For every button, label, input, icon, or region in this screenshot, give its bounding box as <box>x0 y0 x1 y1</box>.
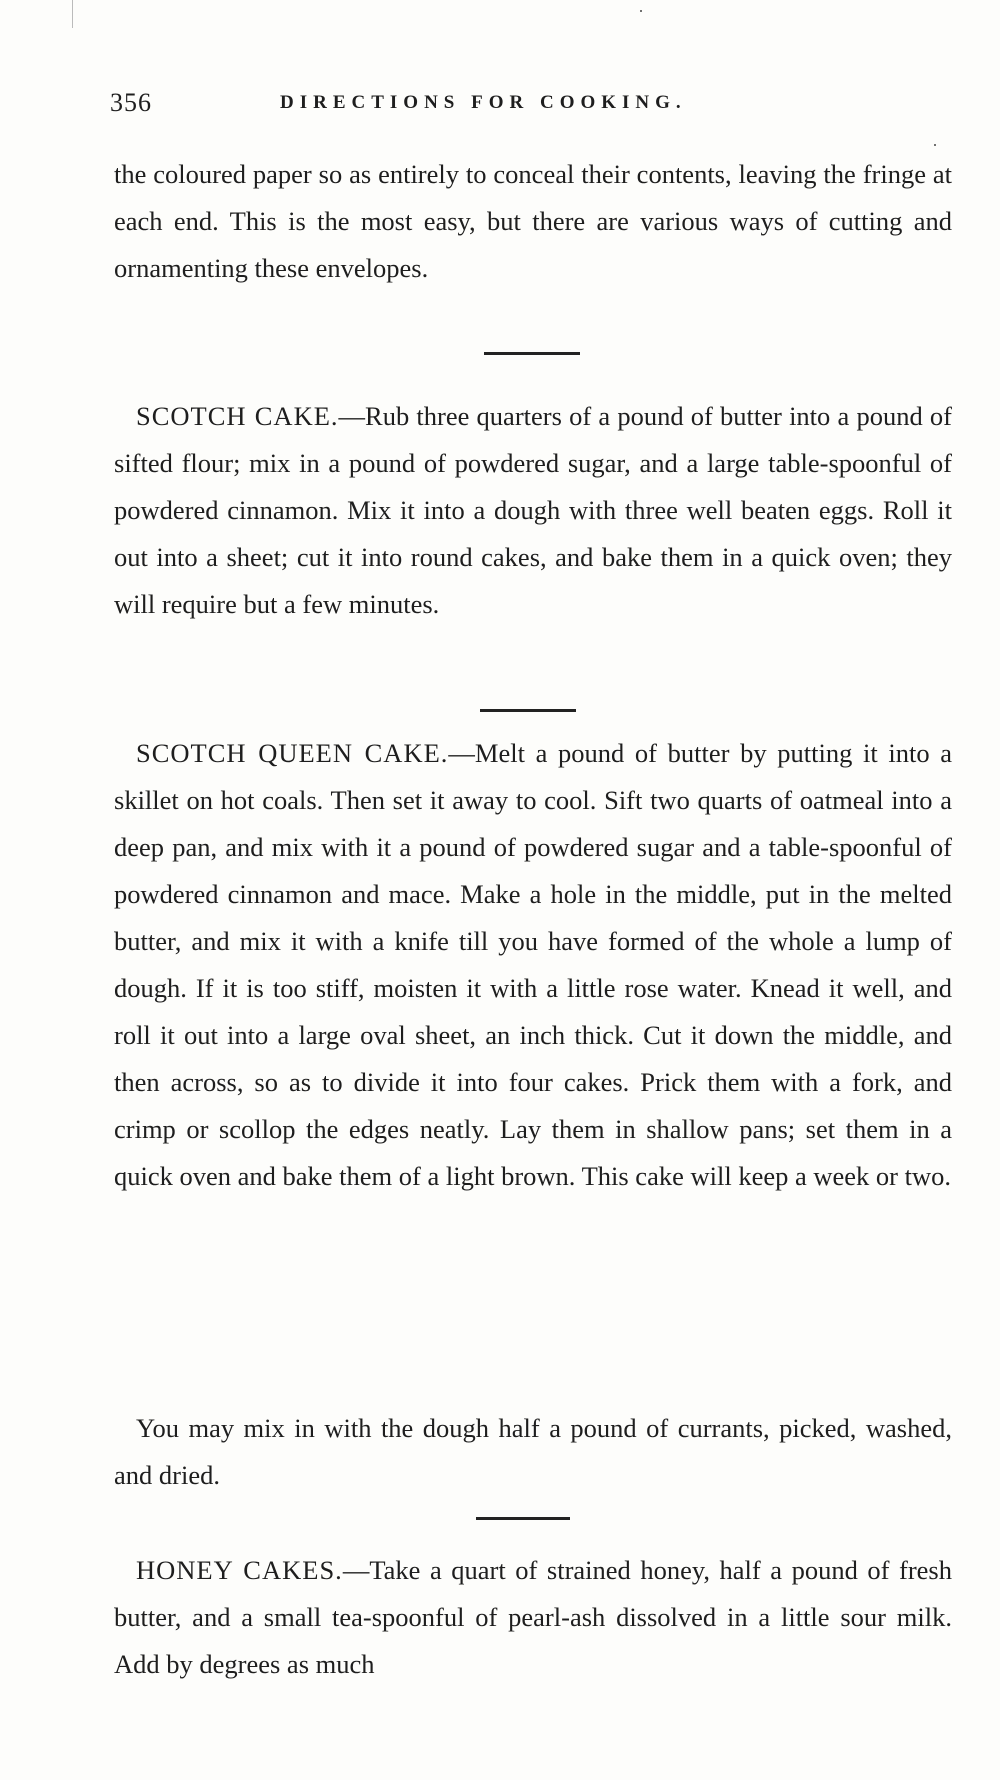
running-head: DIRECTIONS FOR COOKING. <box>280 92 687 113</box>
page-header <box>110 88 950 128</box>
recipe-note-text: You may mix in with the dough half a pound of currants, picked, washed, and dried. <box>114 1413 952 1490</box>
section-divider <box>480 709 576 712</box>
recipe-scotch-cake <box>114 393 952 628</box>
recipe-note <box>114 1405 952 1499</box>
recipe-title: SCOTCH CAKE. <box>136 401 339 431</box>
page-number: 356 <box>110 88 152 117</box>
recipe-body: —Take a quart of strained honey, half a pound of fresh butter, and a small tea-spoonful of pearl-ash dissolved in a little sour milk. Add by degrees as much <box>114 1555 952 1679</box>
paragraph-continuation: the coloured paper so as entirely to conceal their contents, leaving the fringe at each end. This is the most easy, but there are various ways of cutting and ornamenting these envelopes. <box>114 159 952 283</box>
recipe-honey-cakes <box>114 1547 952 1688</box>
section-divider <box>484 352 580 355</box>
section-divider <box>476 1517 570 1520</box>
recipe-title: SCOTCH QUEEN CAKE. <box>136 738 449 768</box>
recipe-body: —Rub three quarters of a pound of butter into a pound of sifted flour; mix in a pound of powdered sugar, and a large table-spoonful of powdered cinnamon. Mix it into a dough with three well beaten eggs. Roll it out into a sheet; cut it into round cakes, and bake them in a quick oven; they will require but a few minutes. <box>114 401 952 619</box>
recipe-body: —Melt a pound of butter by putting it into a skillet on hot coals. Then set it away to cool. Sift two quarts of oatmeal into a deep pan, and mix with it a pound of powdered sugar and a table-spoonful of powdered cinnamon and mace. Make a hole in the middle, put in the melted butter, and mix it with a knife till you have formed of the whole a lump of dough. If it is too stiff, moisten it with a little rose water. Knead it well, and roll it out into a large oval sheet, an inch thick. Cut it down the middle, and then across, so as to divide it into four cakes. Prick them with a fork, and crimp or scollop the edges neatly. Lay them in shallow pans; set them in a quick oven and bake them of a light brown. This cake will keep a week or two. <box>114 738 952 1191</box>
scan-speck <box>640 10 642 12</box>
scan-speck <box>934 144 936 146</box>
page-edge-mark <box>72 0 73 28</box>
recipe-title: HONEY CAKES. <box>136 1555 343 1585</box>
recipe-scotch-queen-cake <box>114 730 952 1200</box>
